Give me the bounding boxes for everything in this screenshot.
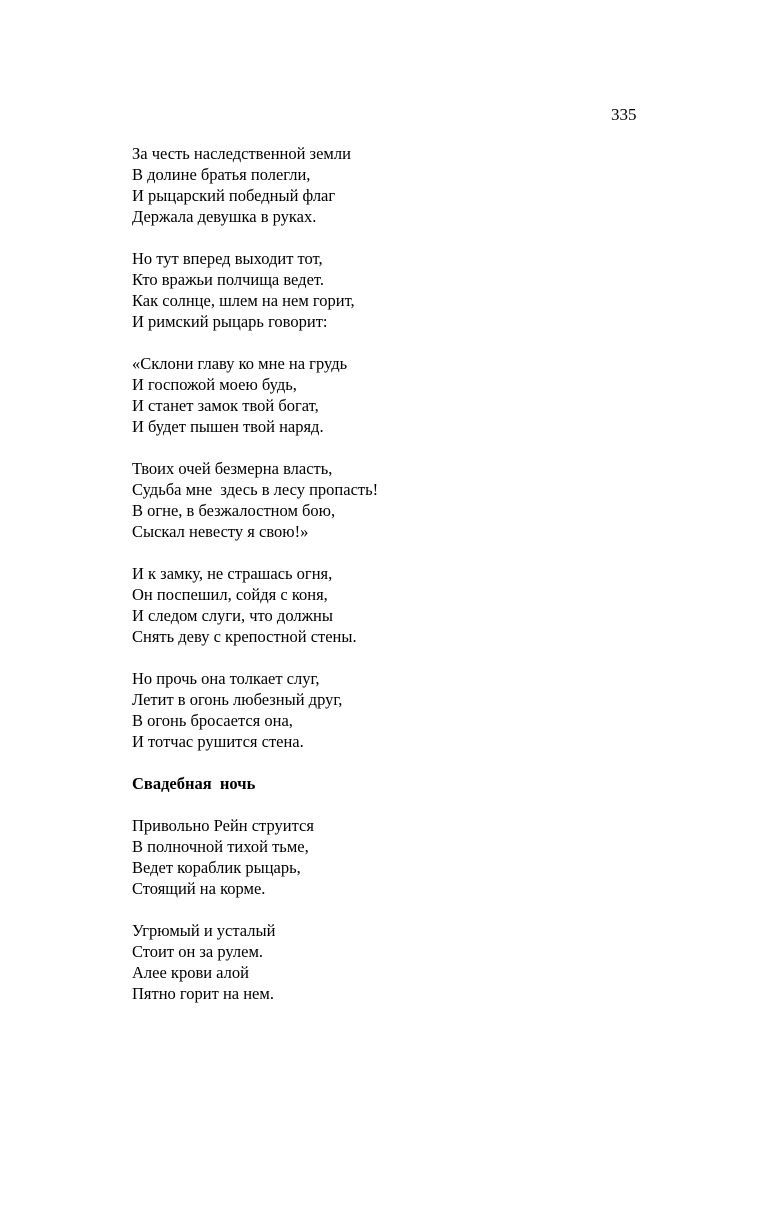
poem-line: Снять деву с крепостной стены. bbox=[132, 627, 357, 646]
poem-line: Сыскал невесту я свою!» bbox=[132, 522, 309, 541]
poem-line: Угрюмый и усталый bbox=[132, 921, 276, 940]
stanza bbox=[132, 248, 692, 332]
stanza bbox=[132, 815, 692, 899]
poem-line: Ведет кораблик рыцарь, bbox=[132, 858, 301, 877]
poem-line: Стоит он за рулем. bbox=[132, 942, 264, 961]
stanza-gap bbox=[132, 647, 692, 668]
stanza-gap bbox=[132, 227, 692, 248]
poem-line: И госпожой моею будь, bbox=[132, 375, 297, 394]
stanza bbox=[132, 920, 692, 1004]
poem-line: Но прочь она толкает слуг, bbox=[132, 669, 320, 688]
poem-line: Судьба мне здесь в лесу пропасть! bbox=[132, 480, 379, 499]
poem-line: В полночной тихой тьме, bbox=[132, 837, 309, 856]
poem-title: Свадебная ночь bbox=[132, 774, 256, 793]
poem-line: Он поспешил, сойдя с коня, bbox=[132, 585, 328, 604]
poem-line: Стоящий на корме. bbox=[132, 879, 266, 898]
stanza-gap bbox=[132, 899, 692, 920]
poem-line: И тотчас рушится стена. bbox=[132, 732, 304, 751]
poem-line: И к замку, не страшась огня, bbox=[132, 564, 333, 583]
poem-line: Летит в огонь любезный друг, bbox=[132, 690, 343, 709]
poem-line: Кто вражьи полчища ведет. bbox=[132, 270, 324, 289]
stanza bbox=[132, 143, 692, 227]
stanza-gap bbox=[132, 437, 692, 458]
stanza-gap bbox=[132, 542, 692, 563]
poem-line: «Склони главу ко мне на грудь bbox=[132, 354, 348, 373]
poem-line: И станет замок твой богат, bbox=[132, 396, 319, 415]
stanza bbox=[132, 458, 692, 542]
poem-line: И рыцарский победный флаг bbox=[132, 186, 336, 205]
poem-line: И следом слуги, что должны bbox=[132, 606, 333, 625]
poem-line: Но тут вперед выходит тот, bbox=[132, 249, 323, 268]
page-number: 335 bbox=[611, 105, 637, 124]
poem-line: В огонь бросается она, bbox=[132, 711, 293, 730]
poem-line: И римский рыцарь говорит: bbox=[132, 312, 328, 331]
poem-line: В долине братья полегли, bbox=[132, 165, 311, 184]
poem-line: Твоих очей безмерна власть, bbox=[132, 459, 333, 478]
poem-line: Держала девушка в руках. bbox=[132, 207, 317, 226]
poem-line: В огне, в безжалостном бою, bbox=[132, 501, 336, 520]
stanza bbox=[132, 353, 692, 437]
stanza-gap bbox=[132, 794, 692, 815]
stanza-gap bbox=[132, 752, 692, 773]
page-text bbox=[132, 143, 692, 1004]
stanza bbox=[132, 668, 692, 752]
stanza bbox=[132, 563, 692, 647]
stanza-gap bbox=[132, 332, 692, 353]
poem-line: За честь наследственной земли bbox=[132, 144, 351, 163]
poem-line: Как солнце, шлем на нем горит, bbox=[132, 291, 355, 310]
poem-line: Пятно горит на нем. bbox=[132, 984, 274, 1003]
poem-line: Привольно Рейн струится bbox=[132, 816, 314, 835]
poem-line: И будет пышен твой наряд. bbox=[132, 417, 324, 436]
poem-line: Алее крови алой bbox=[132, 963, 249, 982]
